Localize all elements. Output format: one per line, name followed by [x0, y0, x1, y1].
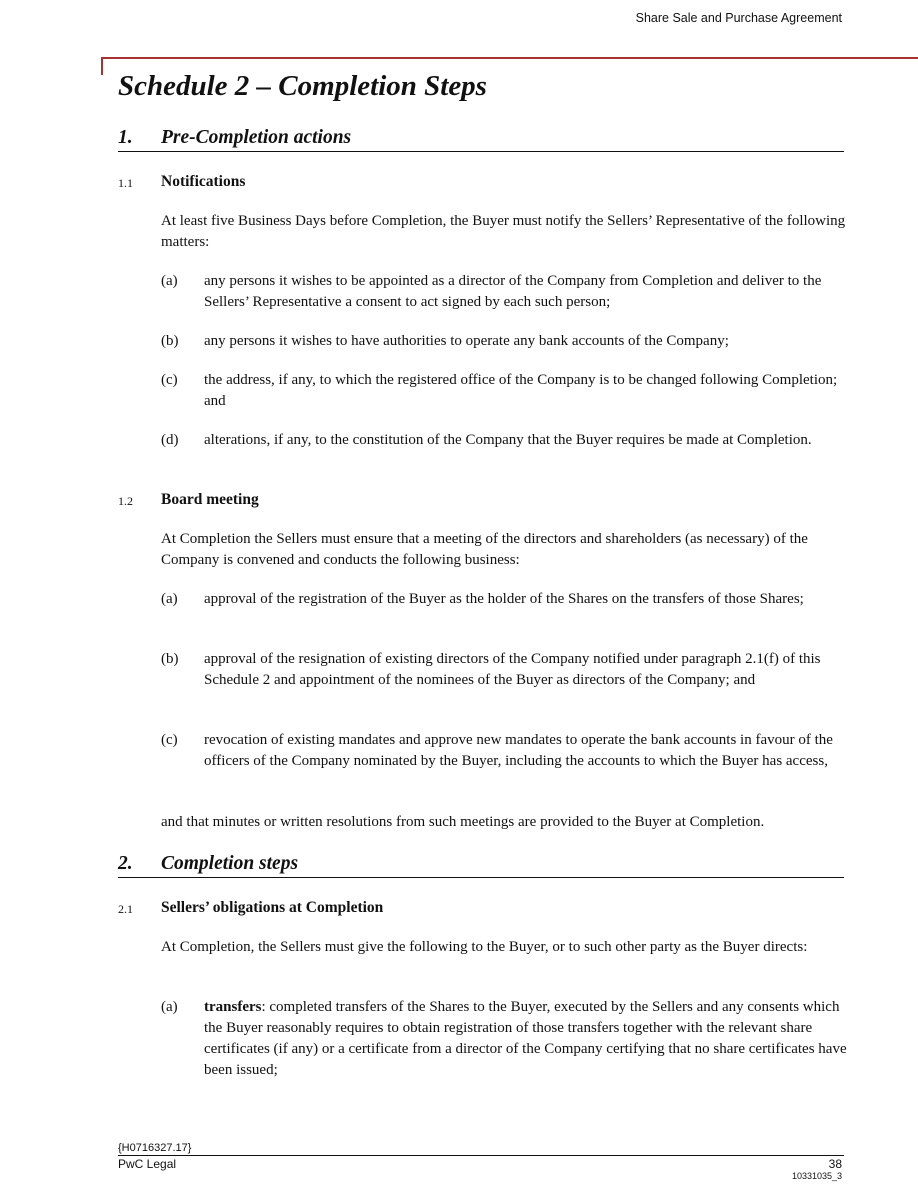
item-label: (a) [161, 273, 178, 289]
clause-number: 2.1 [118, 902, 133, 916]
item-label: (b) [161, 333, 179, 349]
footer-rule [118, 1155, 844, 1156]
clause-title: Sellers’ obligations at Completion [161, 899, 384, 916]
section-title: Completion steps [161, 853, 299, 874]
footer-doc-code: 10331035_3 [791, 1171, 842, 1181]
item-label: (c) [161, 372, 178, 388]
item-label: (b) [161, 651, 179, 667]
footer-doc-ref: {H0716327.17} [118, 1142, 192, 1154]
clause-number: 1.2 [118, 494, 133, 508]
section-number: 2. [118, 853, 133, 874]
clause-intro: At Completion, the Sellers must give the following to the Buyer, or to such other party as the Buyer directs: [161, 939, 808, 955]
clause-title: Board meeting [161, 491, 259, 508]
item-text: the address, if any, to which the registered office of the Company is to be changed following Completion; and [204, 372, 838, 409]
item-text [204, 997, 851, 1081]
header-rule [101, 57, 918, 59]
defined-term: transfers [204, 999, 262, 1015]
running-header: Share Sale and Purchase Agreement [635, 11, 842, 25]
section-number: 1. [118, 127, 133, 148]
item-text: alterations, if any, to the constitution of the Company that the Buyer requires be made at Completion. [204, 432, 812, 448]
item-text: approval of the registration of the Buyer as the holder of the Shares on the transfers of those Shares; [204, 591, 804, 607]
item-label: (c) [161, 732, 178, 748]
item-label: (d) [161, 432, 179, 448]
section-heading-1 [118, 127, 844, 152]
item-text: approval of the resignation of existing directors of the Company notified under paragraph 2.1(f) of this Schedule 2 and appointment of the nominees of the Buyer as directors of the Company; and [204, 651, 821, 688]
item-label: (a) [161, 591, 178, 607]
section-heading-2 [118, 853, 844, 878]
header-rule-tick [101, 57, 103, 75]
clause-number: 1.1 [118, 176, 133, 190]
item-text: any persons it wishes to have authorities to operate any bank accounts of the Company; [204, 333, 729, 349]
item-label: (a) [161, 999, 178, 1015]
clause-intro: At least five Business Days before Completion, the Buyer must notify the Sellers’ Representative of the following matters: [161, 213, 846, 250]
clause-title: Notifications [161, 173, 246, 190]
item-body: : completed transfers of the Shares to the Buyer, executed by the Sellers and any consents which the Buyer reasonably requires to obtain registration of those transfers together with the relevant share certificates (if any) or a certificate from a director of the Company certifying that no share certificates have been issued; [204, 999, 847, 1078]
clause-intro: At Completion the Sellers must ensure that a meeting of the directors and shareholders (as necessary) of the Company is convened and conducts the following business: [161, 531, 808, 568]
clause-closing: and that minutes or written resolutions from such meetings are provided to the Buyer at Completion. [161, 814, 765, 830]
section-title: Pre-Completion actions [161, 127, 352, 148]
item-text: any persons it wishes to be appointed as a director of the Company from Completion and deliver to the Sellers’ Representative a consent to act signed by each such person; [204, 273, 822, 310]
footer-firm: PwC Legal [118, 1157, 177, 1171]
schedule-title: Schedule 2 – Completion Steps [118, 70, 487, 102]
item-text: revocation of existing mandates and approve new mandates to operate the bank accounts in favour of the officers of the Company nominated by the Buyer, including the accounts to which the Buyer has access, [204, 732, 833, 769]
page-number: 38 [828, 1157, 842, 1171]
